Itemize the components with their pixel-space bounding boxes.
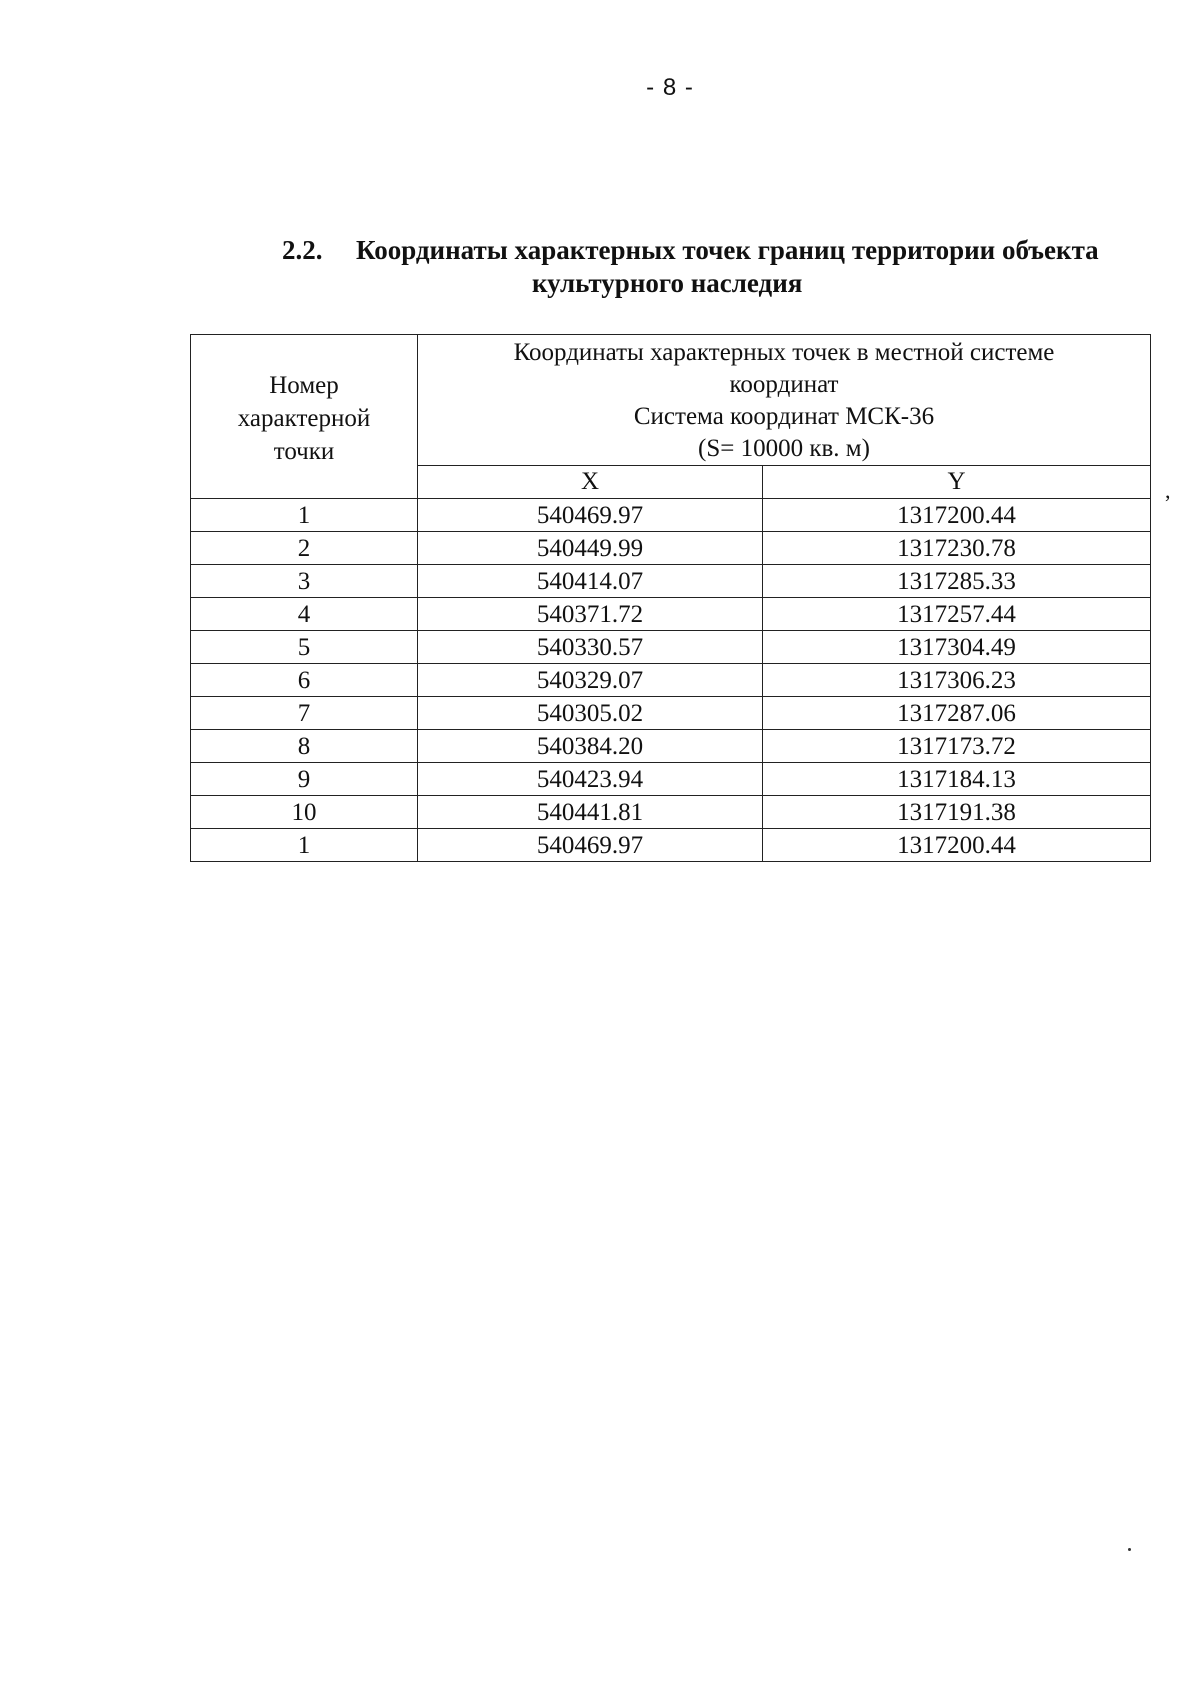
x-cell: 540414.07 <box>418 565 763 598</box>
coordinate-system-header <box>418 335 1151 466</box>
table-row <box>191 829 1151 862</box>
table-row <box>191 499 1151 532</box>
point-number-cell: 5 <box>191 631 418 664</box>
point-number-cell: 3 <box>191 565 418 598</box>
stray-comma-mark: , <box>1165 478 1171 503</box>
table-row <box>191 697 1151 730</box>
point-number-header <box>191 335 418 499</box>
coord-header-line: (S= 10000 кв. м) <box>698 435 870 462</box>
page-number: - 8 - <box>646 74 694 101</box>
x-column-header: X <box>418 466 763 499</box>
point-header-line: точки <box>273 438 335 465</box>
y-cell: 1317200.44 <box>763 829 1151 862</box>
point-header-line: Номер <box>269 372 339 399</box>
y-cell: 1317304.49 <box>763 631 1151 664</box>
table-row <box>191 664 1151 697</box>
y-cell: 1317306.23 <box>763 664 1151 697</box>
table-row <box>191 565 1151 598</box>
heading-line-2: культурного наследия <box>532 268 803 298</box>
coord-header-line: Система координат МСК-36 <box>633 403 935 430</box>
stray-dot-mark <box>1128 1548 1131 1551</box>
table-body <box>191 499 1151 862</box>
table-row <box>191 796 1151 829</box>
x-cell: 540469.97 <box>418 829 763 862</box>
point-number-cell: 6 <box>191 664 418 697</box>
x-cell: 540469.97 <box>418 499 763 532</box>
x-cell: 540423.94 <box>418 763 763 796</box>
x-cell: 540449.99 <box>418 532 763 565</box>
x-cell: 540371.72 <box>418 598 763 631</box>
point-number-cell: 8 <box>191 730 418 763</box>
heading-line-1 <box>282 234 1162 267</box>
x-cell: 540330.57 <box>418 631 763 664</box>
y-cell: 1317173.72 <box>763 730 1151 763</box>
y-cell: 1317191.38 <box>763 796 1151 829</box>
y-cell: 1317285.33 <box>763 565 1151 598</box>
table-row <box>191 763 1151 796</box>
section-heading <box>282 234 1162 300</box>
x-cell: 540384.20 <box>418 730 763 763</box>
coordinates-table <box>190 334 1151 862</box>
point-number-cell: 10 <box>191 796 418 829</box>
point-number-cell: 4 <box>191 598 418 631</box>
table-row <box>191 532 1151 565</box>
point-number-cell: 1 <box>191 829 418 862</box>
coord-header-line: координат <box>729 371 839 398</box>
x-cell: 540329.07 <box>418 664 763 697</box>
table-row <box>191 730 1151 763</box>
y-cell: 1317287.06 <box>763 697 1151 730</box>
y-cell: 1317257.44 <box>763 598 1151 631</box>
y-cell: 1317184.13 <box>763 763 1151 796</box>
point-header-line: характерной <box>237 405 371 432</box>
y-column-header: Y <box>763 466 1151 499</box>
point-number-cell: 7 <box>191 697 418 730</box>
point-number-cell: 2 <box>191 532 418 565</box>
table-row <box>191 598 1151 631</box>
coord-header-line: Координаты характерных точек в местной системе <box>513 339 1055 366</box>
section-number: 2.2. <box>282 235 323 265</box>
table-header-row <box>191 335 1151 466</box>
x-cell: 540441.81 <box>418 796 763 829</box>
heading-text-1: Координаты характерных точек границ территории объекта <box>356 235 1099 265</box>
table-row <box>191 631 1151 664</box>
y-cell: 1317200.44 <box>763 499 1151 532</box>
y-cell: 1317230.78 <box>763 532 1151 565</box>
point-number-cell: 9 <box>191 763 418 796</box>
point-number-cell: 1 <box>191 499 418 532</box>
x-cell: 540305.02 <box>418 697 763 730</box>
